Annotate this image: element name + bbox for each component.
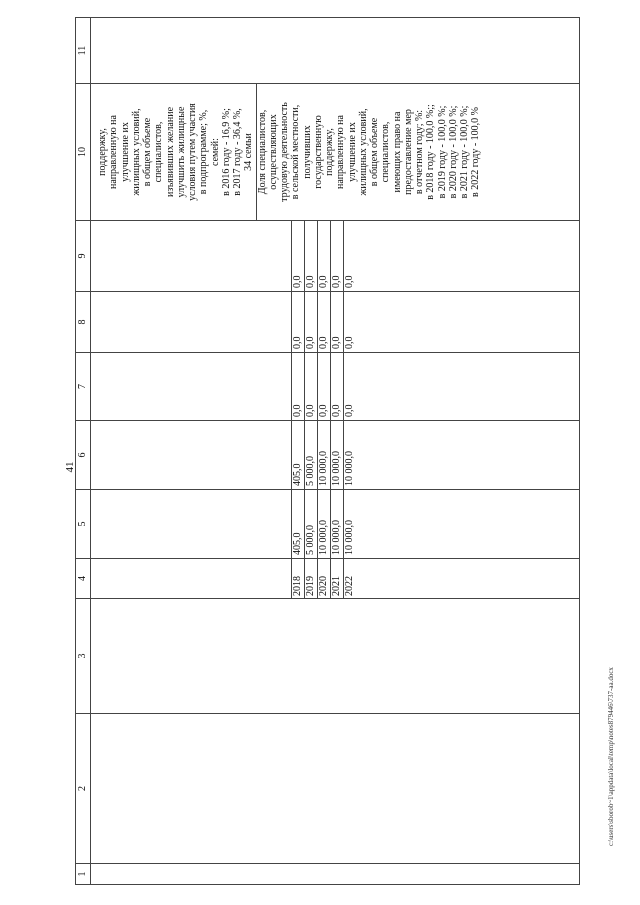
col-number-6: 6 bbox=[76, 421, 91, 490]
indicator1-line: поддержку, bbox=[97, 128, 108, 176]
year-2020: 2020 bbox=[318, 559, 331, 598]
indicator2-line: Доля специалистов, bbox=[256, 109, 268, 195]
indicator1-line: улучшение их bbox=[119, 122, 131, 182]
cell-col-5-values bbox=[91, 490, 580, 559]
indicator1-line: жилищных условий, bbox=[130, 108, 142, 196]
indicator1-line: в 2017 году - 36,4 %, bbox=[232, 108, 243, 196]
cell-col-2 bbox=[91, 714, 580, 864]
indicator1-line: направленную на bbox=[108, 115, 120, 189]
indicator2-line: государственную bbox=[312, 115, 324, 189]
footer-file-path: c:\users\sborob~1\appdata\local\temp\notes879446\737-aa.docx bbox=[607, 667, 615, 846]
col-number-10: 10 bbox=[76, 84, 91, 221]
indicator-specialists-share-text bbox=[256, 84, 482, 220]
indicator1-line: в 2016 году - 16,9 %; bbox=[220, 108, 232, 196]
col6-values bbox=[291, 421, 356, 489]
indicator2-line: в 2018 году - 100,0 %;; bbox=[425, 104, 437, 200]
table-body-row bbox=[91, 18, 580, 885]
col-number-11: 11 bbox=[76, 18, 91, 84]
col8-value-2020: 0,0 bbox=[318, 292, 331, 352]
col7-value-2019: 0,0 bbox=[305, 353, 318, 420]
indicator2-line: предоставление мер bbox=[402, 109, 414, 195]
cell-col-3 bbox=[91, 599, 580, 714]
col6-value-2022: 10 000,0 bbox=[344, 451, 355, 486]
col7-value-2022: 0,0 bbox=[344, 404, 355, 417]
cell-col-6-values bbox=[91, 421, 580, 490]
col-number-2: 2 bbox=[76, 714, 91, 864]
cell-col-7-values bbox=[91, 353, 580, 421]
indicator2-line: в 2021 году - 100,0 %; bbox=[459, 105, 470, 199]
col5-value-2018: 405,0 bbox=[292, 490, 305, 558]
col9-value-2021: 0,0 bbox=[331, 221, 344, 291]
col8-value-2022: 0,0 bbox=[344, 336, 355, 349]
indicator2-line: в 2022 году - 100,0 % bbox=[470, 106, 482, 198]
col-number-4: 4 bbox=[76, 559, 91, 599]
col5-values bbox=[291, 490, 356, 558]
cell-col-8-values bbox=[91, 292, 580, 353]
indicator1-line: условия путем участия bbox=[187, 103, 198, 201]
indicator1-line: 34 семьи bbox=[243, 133, 255, 171]
col6-value-2019: 5 000,0 bbox=[305, 421, 318, 489]
col6-value-2018: 405,0 bbox=[292, 421, 305, 489]
col9-value-2022: 0,0 bbox=[344, 275, 355, 288]
indicator2-line: в 2019 году - 100,0 %; bbox=[436, 105, 448, 199]
col-number-1: 1 bbox=[76, 864, 91, 885]
indicator2-line: осуществляющих bbox=[267, 114, 279, 190]
col-number-9: 9 bbox=[76, 221, 91, 292]
col5-value-2021: 10 000,0 bbox=[331, 490, 344, 558]
col6-value-2020: 10 000,0 bbox=[318, 421, 331, 489]
indicator2-line: трудовую деятельность bbox=[279, 102, 290, 202]
indicator1-line: семей: bbox=[209, 138, 221, 166]
indicator1-line: в подпрограмме; %, bbox=[198, 109, 210, 195]
rotated-table-container bbox=[75, 18, 580, 885]
indicator2-line: улучшение их bbox=[346, 122, 358, 182]
col-number-3: 3 bbox=[76, 599, 91, 714]
col9-values bbox=[291, 221, 356, 291]
column-number-row bbox=[76, 18, 91, 885]
cell-col-11 bbox=[91, 18, 580, 84]
col9-value-2020: 0,0 bbox=[318, 221, 331, 291]
col8-values bbox=[291, 292, 356, 352]
indicator-continuation-text bbox=[97, 84, 255, 220]
col-number-8: 8 bbox=[76, 292, 91, 353]
indicator2-line: поддержку, bbox=[324, 128, 335, 176]
col5-value-2022: 10 000,0 bbox=[344, 520, 355, 555]
indicator1-line: улучшить жилищные bbox=[175, 106, 187, 198]
col8-value-2018: 0,0 bbox=[292, 292, 305, 352]
cell-col-10-indicators bbox=[91, 84, 580, 221]
col5-value-2020: 10 000,0 bbox=[318, 490, 331, 558]
program-indicators-table bbox=[75, 17, 580, 885]
indicator2-line: в 2020 году - 100,0 %; bbox=[447, 105, 459, 199]
col7-value-2021: 0,0 bbox=[331, 353, 344, 420]
year-2022: 2022 bbox=[344, 576, 355, 596]
indicator2-line: в общем объеме bbox=[369, 117, 380, 187]
col-number-7: 7 bbox=[76, 353, 91, 421]
col6-value-2021: 10 000,0 bbox=[331, 421, 344, 489]
col9-value-2019: 0,0 bbox=[305, 221, 318, 291]
indicator1-line: в общем объеме bbox=[142, 117, 153, 187]
years-list bbox=[291, 559, 356, 598]
col7-value-2020: 0,0 bbox=[318, 353, 331, 420]
col-number-5: 5 bbox=[76, 490, 91, 559]
cell-col-4-years bbox=[91, 559, 580, 599]
year-2018: 2018 bbox=[292, 559, 305, 598]
year-2021: 2021 bbox=[331, 559, 344, 598]
indicator2-line: получивших bbox=[301, 125, 313, 179]
indicator2-line: специалистов, bbox=[380, 121, 392, 183]
indicator2-line: в отчетном году; %: bbox=[414, 109, 425, 195]
year-2019: 2019 bbox=[305, 559, 318, 598]
col9-value-2018: 0,0 bbox=[292, 221, 305, 291]
cell-col-9-values bbox=[91, 221, 580, 292]
col7-values bbox=[291, 353, 356, 420]
indicator1-line: изъявивших желание bbox=[164, 106, 176, 198]
indicator2-line: имеющих право на bbox=[391, 111, 403, 193]
page-number: 41 bbox=[64, 461, 76, 473]
col8-value-2021: 0,0 bbox=[331, 292, 344, 352]
indicator2-line: жилищных условий, bbox=[357, 108, 369, 196]
col7-value-2018: 0,0 bbox=[292, 353, 305, 420]
indicator1-line: специалистов, bbox=[153, 121, 165, 183]
col8-value-2019: 0,0 bbox=[305, 292, 318, 352]
indicator2-line: направленную на bbox=[335, 115, 347, 189]
indicator2-line: в сельской местности, bbox=[290, 104, 302, 200]
col5-value-2019: 5 000,0 bbox=[305, 490, 318, 558]
cell-col-1 bbox=[91, 864, 580, 885]
